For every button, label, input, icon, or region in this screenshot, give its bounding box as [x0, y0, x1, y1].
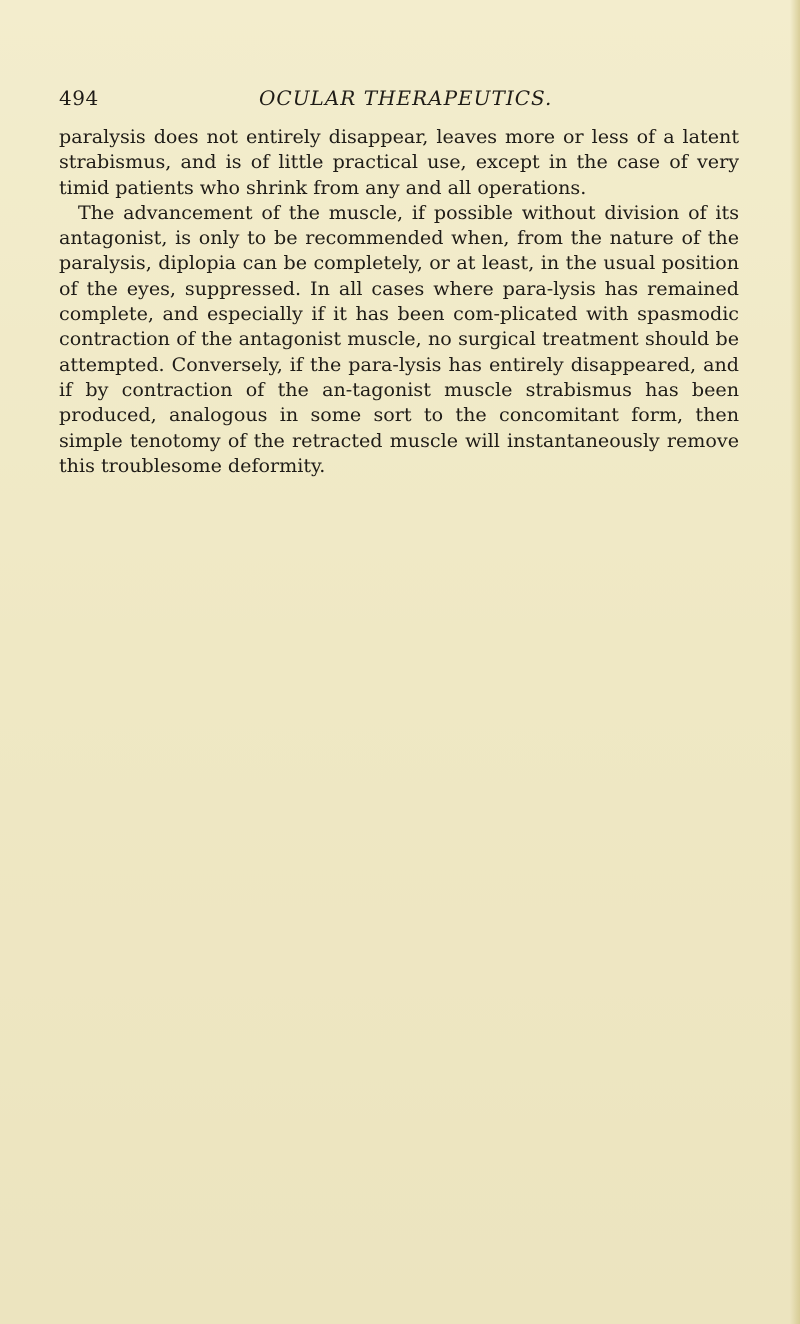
running-title: OCULAR THERAPEUTICS. [259, 86, 553, 110]
page-edge-shadow [790, 0, 800, 1324]
paragraph-continuation: paralysis does not entirely disappear, leaves more or less of a latent strabismus, and is of little practical use, except in the case of very timid patients who shrink from any and all operations. [59, 125, 739, 199]
page-number: 494 [59, 86, 99, 110]
body-text [59, 124, 739, 478]
page-header [59, 86, 739, 116]
paragraph-advancement: The advancement of the muscle, if possible without division of its antagonist, is only to be recommended when, from the nature of the paralysis, diplopia can be completely, or at least, in the usual position of the eyes, suppressed. In all cases where para-lysis has remained complete, and especially if it has been com-plicated with spasmodic contraction of the antagonist muscle, no surgical treatment should be attempted. Conversely, if the para-lysis has entirely disappeared, and if by contraction of the an-tagonist muscle strabismus has been produced, analogous in some sort to the concomitant form, then simple tenotomy of the retracted muscle will instantaneously remove this troublesome deformity. [59, 200, 739, 477]
